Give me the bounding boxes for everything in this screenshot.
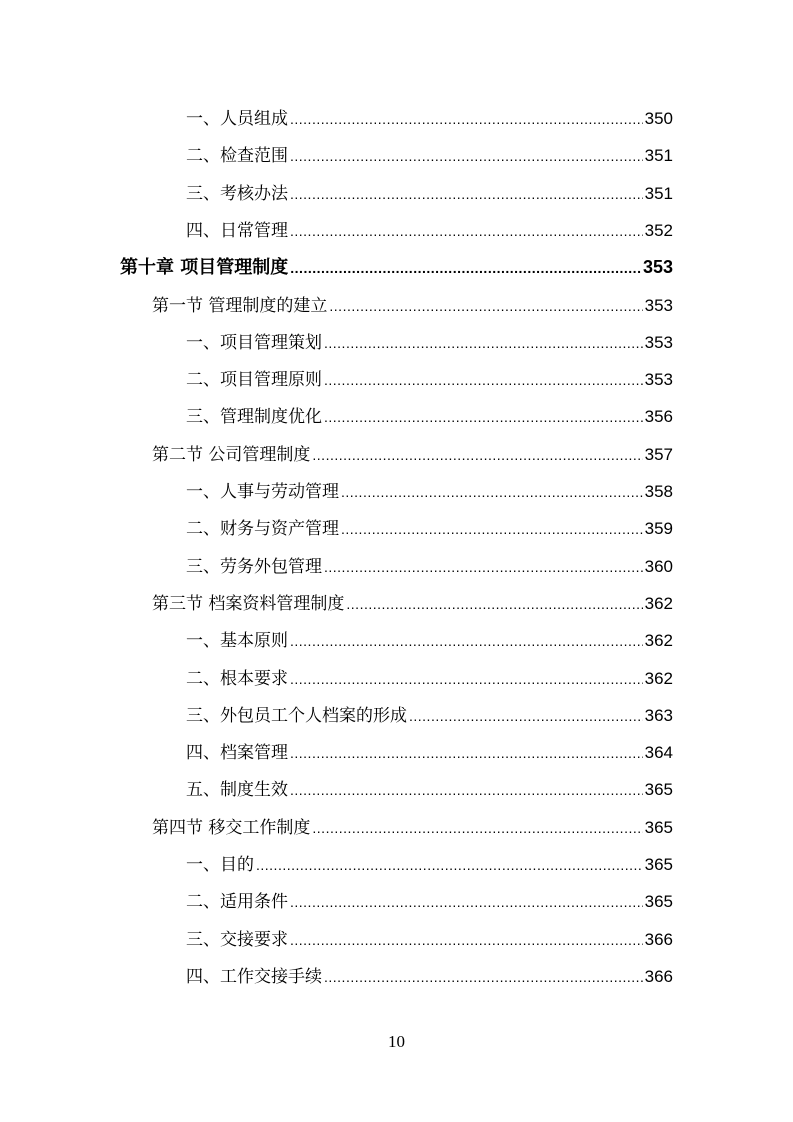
toc-dot-leader — [290, 661, 643, 698]
toc-subsection-entry[interactable] — [186, 660, 673, 697]
toc-entry-title: 一、项目管理策划 — [186, 332, 322, 353]
toc-entry-title: 第一节 管理制度的建立 — [152, 295, 328, 316]
toc-dot-leader — [290, 213, 643, 250]
toc-entry-title: 一、基本原则 — [186, 631, 288, 652]
toc-dot-leader — [329, 288, 642, 325]
toc-entry-page-number: 363 — [644, 705, 673, 725]
toc-entry-page-number: 352 — [644, 220, 673, 240]
toc-entry-title: 三、交接要求 — [186, 929, 288, 950]
toc-entry-page-number: 366 — [644, 966, 673, 986]
toc-entry-page-number: 353 — [644, 370, 673, 390]
toc-dot-leader — [312, 810, 642, 847]
toc-entry-page-number: 364 — [644, 743, 673, 763]
toc-entry-page-number: 353 — [644, 295, 673, 315]
toc-entry-title: 三、管理制度优化 — [186, 407, 322, 428]
toc-entry-page-number: 365 — [644, 780, 673, 800]
toc-entry-page-number: 365 — [644, 892, 673, 912]
toc-dot-leader — [290, 772, 643, 809]
toc-subsection-entry[interactable] — [186, 771, 673, 808]
toc-entry-title: 一、目的 — [186, 855, 254, 875]
toc-dot-leader — [341, 474, 643, 511]
toc-entry-title: 二、适用条件 — [186, 892, 288, 913]
toc-dot-leader — [290, 884, 643, 921]
toc-subsection-entry[interactable] — [186, 175, 673, 212]
toc-subsection-entry[interactable] — [186, 622, 673, 659]
toc-entry-title: 四、档案管理 — [186, 743, 288, 764]
toc-entry-title: 二、财务与资产管理 — [186, 519, 339, 540]
toc-entry-page-number: 358 — [644, 482, 673, 501]
toc-dot-leader — [324, 399, 643, 436]
toc-entry-title: 第十章 项目管理制度 — [120, 257, 289, 279]
toc-subsection-entry[interactable] — [186, 734, 673, 771]
toc-dot-leader — [324, 959, 643, 996]
toc-subsection-entry[interactable] — [186, 548, 673, 585]
toc-entry-title: 五、制度生效 — [186, 780, 288, 801]
toc-entry-page-number: 357 — [644, 444, 673, 464]
toc-entry-page-number: 366 — [644, 929, 673, 949]
toc-entry-title: 三、外包员工个人档案的形成 — [186, 705, 407, 726]
toc-entry-page-number: 353 — [644, 332, 673, 352]
toc-subsection-entry[interactable] — [186, 846, 673, 883]
toc-dot-leader — [341, 511, 643, 548]
toc-entry-page-number: 362 — [644, 668, 673, 688]
toc-subsection-entry[interactable] — [186, 697, 673, 734]
toc-dot-leader — [324, 325, 643, 362]
toc-entry-page-number: 356 — [644, 407, 673, 427]
toc-entry-title: 第二节 公司管理制度 — [152, 444, 311, 465]
toc-section-entry[interactable] — [152, 585, 673, 622]
toc-entry-page-number: 351 — [644, 183, 673, 203]
toc-entry-page-number: 362 — [644, 631, 673, 651]
toc-section-entry[interactable] — [152, 809, 673, 846]
toc-subsection-entry[interactable] — [186, 473, 673, 510]
toc-entry-title: 一、人员组成 — [186, 109, 288, 129]
toc-entry-title: 二、根本要求 — [186, 668, 288, 689]
toc-subsection-entry[interactable] — [186, 398, 673, 435]
page-number: 10 — [388, 1032, 405, 1051]
toc-dot-leader — [256, 847, 643, 884]
toc-dot-leader — [290, 735, 643, 772]
toc-subsection-entry[interactable] — [186, 137, 673, 174]
toc-entry-title: 四、日常管理 — [186, 220, 288, 241]
toc-dot-leader — [290, 623, 643, 660]
toc-dot-leader — [312, 437, 642, 474]
toc-dot-leader — [290, 138, 643, 175]
toc-subsection-entry[interactable] — [186, 510, 673, 547]
toc-subsection-entry[interactable] — [186, 212, 673, 249]
toc-entry-title: 二、项目管理原则 — [186, 370, 322, 391]
toc-entry-title: 四、工作交接手续 — [186, 966, 322, 987]
toc-entry-title: 三、劳务外包管理 — [186, 556, 322, 577]
toc-dot-leader — [290, 101, 643, 138]
toc-dot-leader — [290, 922, 643, 959]
toc-entry-page-number: 360 — [644, 556, 673, 576]
toc-entry-page-number: 362 — [644, 593, 673, 613]
toc-entry-page-number: 365 — [644, 817, 673, 837]
toc-subsection-entry[interactable] — [186, 100, 673, 137]
toc-entry-page-number: 365 — [644, 855, 673, 874]
toc-subsection-entry[interactable] — [186, 883, 673, 920]
toc-subsection-entry[interactable] — [186, 324, 673, 361]
toc-entry-page-number: 351 — [644, 146, 673, 166]
toc-entry-title: 第四节 移交工作制度 — [152, 817, 311, 838]
toc-entry-page-number: 350 — [644, 109, 673, 128]
toc-dot-leader — [324, 549, 643, 586]
toc-dot-leader — [290, 176, 643, 213]
toc-chapter-entry[interactable] — [120, 249, 673, 286]
toc-section-entry[interactable] — [152, 436, 673, 473]
toc-entry-page-number: 359 — [644, 519, 673, 539]
toc-section-entry[interactable] — [152, 287, 673, 324]
toc-dot-leader — [409, 698, 643, 735]
toc-entry-title: 二、检查范围 — [186, 146, 288, 167]
toc-entry-title: 第三节 档案资料管理制度 — [152, 593, 345, 614]
toc-dot-leader — [324, 362, 643, 399]
toc-subsection-entry[interactable] — [186, 361, 673, 398]
toc-entry-title: 三、考核办法 — [186, 183, 288, 204]
toc-dot-leader — [346, 586, 642, 623]
toc-dot-leader — [290, 250, 641, 287]
toc-entry-title: 一、人事与劳动管理 — [186, 482, 339, 502]
toc-subsection-entry[interactable] — [186, 958, 673, 995]
toc-entry-page-number: 353 — [642, 257, 673, 278]
toc-subsection-entry[interactable] — [186, 921, 673, 958]
